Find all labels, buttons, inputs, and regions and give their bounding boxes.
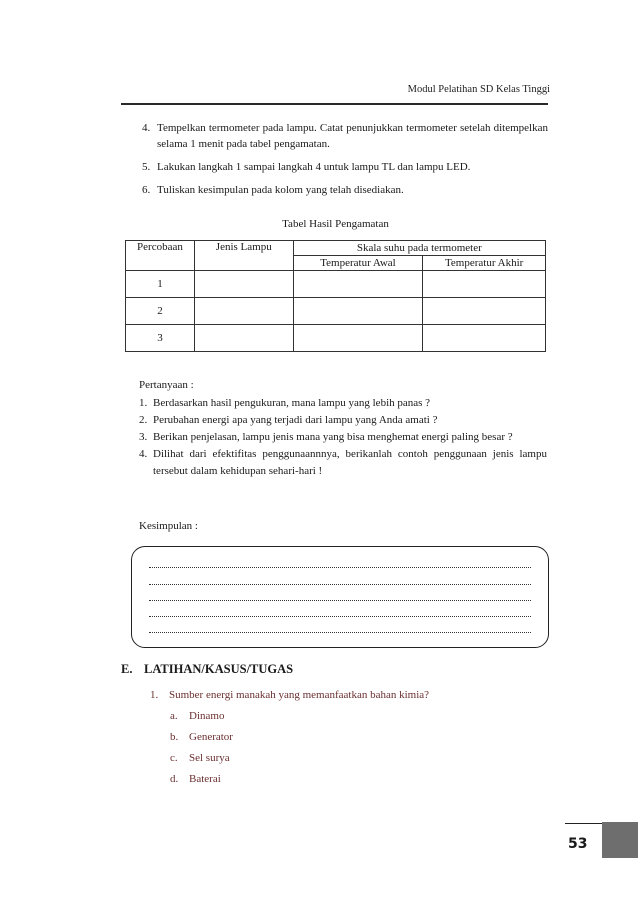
question-text: Dilihat dari efektifitas penggunaannnya, berikanlah contoh penggunaan jenis lampu tersebut dalam kehidupan sehari-hari ! xyxy=(153,448,547,477)
question-text: Berikan penjelasan, lampu jenis mana yang bisa menghemat energi paling besar ? xyxy=(153,431,513,443)
option-letter: a. xyxy=(170,710,178,722)
section-letter: E. xyxy=(121,662,133,676)
step-item xyxy=(142,120,548,152)
dotted-answer-line xyxy=(149,616,531,617)
cell-temperatur-akhir xyxy=(423,298,546,325)
question-number: 4. xyxy=(139,448,148,460)
step-item xyxy=(142,182,548,198)
header-skala-suhu: Skala suhu pada termometer xyxy=(293,241,545,256)
cell-temperatur-akhir xyxy=(423,271,546,298)
dotted-answer-line xyxy=(149,632,531,633)
header-temperatur-awal: Temperatur Awal xyxy=(293,256,423,271)
option-letter: c. xyxy=(170,752,178,764)
option-text: Baterai xyxy=(189,773,221,785)
conclusion-box[interactable] xyxy=(131,546,549,648)
page-number-rule xyxy=(565,823,602,824)
question-number: 2. xyxy=(139,414,148,426)
header-jenis-lampu: Jenis Lampu xyxy=(194,241,293,271)
questions-list xyxy=(139,395,547,480)
question-item xyxy=(139,412,547,429)
questions-title: Pertanyaan : xyxy=(139,379,194,391)
conclusion-title: Kesimpulan : xyxy=(139,520,198,532)
option-text: Sel surya xyxy=(189,752,230,764)
question-number: 3. xyxy=(139,431,148,443)
step-number: 5. xyxy=(142,161,151,173)
table-row xyxy=(126,298,546,325)
question-item xyxy=(139,446,547,480)
row-number: 3 xyxy=(126,325,195,352)
step-text: Tuliskan kesimpulan pada kolom yang telah disediakan. xyxy=(157,184,404,196)
step-text: Lakukan langkah 1 sampai langkah 4 untuk lampu TL dan lampu LED. xyxy=(157,161,471,173)
step-item xyxy=(142,159,548,175)
option-letter: b. xyxy=(170,731,179,743)
question-text: Perubahan energi apa yang terjadi dari lampu yang Anda amati ? xyxy=(153,414,438,426)
option-c[interactable] xyxy=(170,750,233,771)
table-row xyxy=(126,271,546,298)
dotted-answer-line xyxy=(149,600,531,601)
option-b[interactable] xyxy=(170,729,233,750)
exercise-question-text: Sumber energi manakah yang memanfaatkan bahan kimia? xyxy=(169,689,430,701)
questions-section xyxy=(139,377,547,480)
option-letter: d. xyxy=(170,773,179,785)
exercise-question-number: 1. xyxy=(150,689,159,701)
question-number: 1. xyxy=(139,397,148,409)
page-number: 53 xyxy=(568,836,588,852)
header-divider xyxy=(121,103,548,105)
step-text: Tempelkan termometer pada lampu. Catat penunjukkan termometer setelah ditempelkan selama 1 menit pada tabel pengamatan. xyxy=(157,122,548,150)
section-title: LATIHAN/KASUS/TUGAS xyxy=(144,662,294,676)
row-number: 1 xyxy=(126,271,195,298)
page-tab-block xyxy=(602,822,638,858)
option-a[interactable] xyxy=(170,708,233,729)
section-heading xyxy=(121,662,293,677)
cell-jenis-lampu xyxy=(194,271,293,298)
option-d[interactable] xyxy=(170,771,233,792)
cell-jenis-lampu xyxy=(194,325,293,352)
step-number: 4. xyxy=(142,122,151,134)
dotted-answer-line xyxy=(149,584,531,585)
row-number: 2 xyxy=(126,298,195,325)
header-percobaan: Percobaan xyxy=(126,241,195,271)
question-item xyxy=(139,429,547,446)
cell-temperatur-awal xyxy=(293,298,423,325)
cell-jenis-lampu xyxy=(194,298,293,325)
cell-temperatur-awal xyxy=(293,325,423,352)
answer-options xyxy=(170,708,233,792)
exercise-question xyxy=(150,689,429,701)
cell-temperatur-akhir xyxy=(423,325,546,352)
observation-table xyxy=(125,240,546,352)
running-header: Modul Pelatihan SD Kelas Tinggi xyxy=(407,84,550,95)
table-title: Tabel Hasil Pengamatan xyxy=(282,218,389,230)
dotted-answer-line xyxy=(149,567,531,568)
option-text: Dinamo xyxy=(189,710,225,722)
header-temperatur-akhir: Temperatur Akhir xyxy=(423,256,546,271)
table-row xyxy=(126,325,546,352)
question-item xyxy=(139,395,547,412)
option-text: Generator xyxy=(189,731,233,743)
step-number: 6. xyxy=(142,184,151,196)
cell-temperatur-awal xyxy=(293,271,423,298)
procedure-steps xyxy=(142,120,548,205)
question-text: Berdasarkan hasil pengukuran, mana lampu yang lebih panas ? xyxy=(153,397,431,409)
